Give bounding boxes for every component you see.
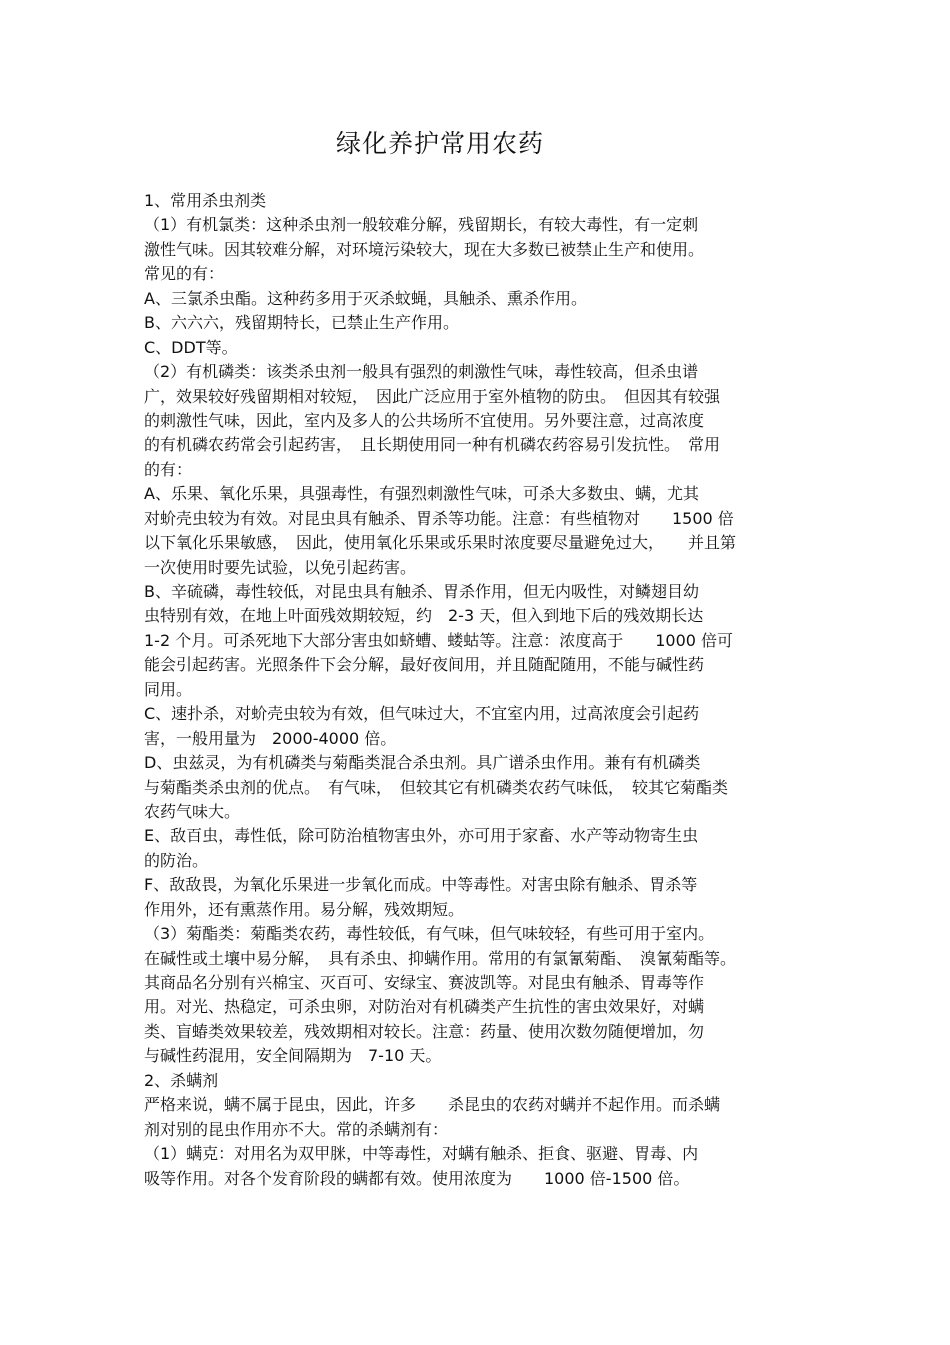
text-line: 激性气味。因其较难分解，对环境污染较大，现在大多数已被禁止生产和使用。 xyxy=(144,239,705,259)
text-line: 类、盲蝽类效果较差，残效期相对较长。注意：药量、使用次数勿随便增加，勿 xyxy=(144,1021,705,1041)
text-line: 常见的有： xyxy=(144,264,225,284)
text-line: （3）菊酯类：菊酯类农药，毒性较低，有气味，但气味较轻，有些可用于室内。 xyxy=(144,924,715,944)
document-body xyxy=(144,189,819,1191)
text-line: C、速扑杀，对蚧壳虫较为有效，但气味过大，不宜室内用，过高浓度会引起药 xyxy=(144,704,700,724)
text-line: 的防治。 xyxy=(144,850,209,870)
text-line: B、辛硫磷，毒性较低，对昆虫具有触杀、胃杀作用，但无内吸性，对鳞翅目幼 xyxy=(144,582,699,601)
text-line: 农药气味大。 xyxy=(144,801,241,821)
text-line: 的有： xyxy=(144,459,193,479)
text-line: 作用外，还有熏蒸作用。易分解，残效期短。 xyxy=(144,899,465,919)
text-line: 对蚧壳虫较为有效。对昆虫具有触杀、胃杀等功能。注意：有些植物对 1500 倍 xyxy=(144,508,734,528)
text-line: 能会引起药害。光照条件下会分解，最好夜间用，并且随配随用，不能与碱性药 xyxy=(144,655,705,675)
text-line: 2、杀螨剂 xyxy=(144,1070,219,1090)
text-line: 与碱性药混用，安全间隔期为 7-10 天。 xyxy=(144,1046,442,1066)
text-line: A、三氯杀虫酯。这种药多用于灭杀蚊蝇，具触杀、熏杀作用。 xyxy=(144,288,587,308)
text-line: D、虫兹灵，为有机磷类与菊酯类混合杀虫剂。具广谱杀虫作用。兼有有机磷类 xyxy=(144,753,701,773)
text-line: （1）螨克：对用名为双甲脒，中等毒性，对螨有触杀、拒食、驱避、胃毒、内 xyxy=(144,1144,699,1164)
text-line: A、乐果、氧化乐果，具强毒性，有强烈刺激性气味，可杀大多数虫、螨，尤其 xyxy=(144,484,699,504)
text-line: 虫特别有效，在地上叶面残效期较短，约 2-3 天，但入到地下后的残效期长达 xyxy=(144,606,704,626)
text-line: 严格来说，螨不属于昆虫，因此，许多 杀昆虫的农药对螨并不起作用。而杀螨 xyxy=(144,1095,721,1115)
text-line: 剂对别的昆虫作用亦不大。常的杀螨剂有： xyxy=(144,1119,449,1139)
text-line: 吸等作用。对各个发育阶段的螨都有效。使用浓度为 1000 倍-1500 倍。 xyxy=(144,1168,690,1188)
text-line: 其商品名分别有兴棉宝、灭百可、安绿宝、赛波凯等。对昆虫有触杀、胃毒等作 xyxy=(144,973,705,992)
text-line: B、六六六，残留期特长，已禁止生产作用。 xyxy=(144,313,459,333)
text-line: 一次使用时要先试验，以免引起药害。 xyxy=(144,557,417,577)
text-line: 广，效果较好残留期相对较短， 因此广泛应用于室外植物的防虫。 但因其有较强 xyxy=(144,386,721,406)
text-line: 以下氧化乐果敏感， 因此，使用氧化乐果或乐果时浓度要尽量避免过大， 并且第 xyxy=(144,533,737,553)
page-title: 绿化养护常用农药 xyxy=(335,129,544,158)
text-line: 用。对光、热稳定，可杀虫卵，对防治对有机磷类产生抗性的害虫效果好，对螨 xyxy=(144,997,705,1017)
text-line: 在碱性或土壤中易分解， 具有杀虫、抑螨作用。常用的有氯氰菊酯、 溴氰菊酯等。 xyxy=(144,948,737,968)
text-line: （1）有机氯类：这种杀虫剂一般较难分解，残留期长，有较大毒性，有一定刺 xyxy=(144,215,699,235)
text-line: C、DDT等。 xyxy=(144,337,238,357)
text-line: 同用。 xyxy=(144,679,193,699)
text-line: F、敌敌畏，为氧化乐果进一步氧化而成。中等毒性。对害虫除有触杀、胃杀等 xyxy=(144,875,698,895)
text-line: 与菊酯类杀虫剂的优点。 有气味， 但较其它有机磷类农药气味低， 较其它菊酯类 xyxy=(144,777,729,797)
text-line: 的有机磷农药常会引起药害， 且长期使用同一种有机磷农药容易引发抗性。 常用 xyxy=(144,435,721,455)
text-line: 1、常用杀虫剂类 xyxy=(144,191,267,210)
text-line: 害，一般用量为 2000-4000 倍。 xyxy=(144,728,397,748)
text-line: E、敌百虫，毒性低，除可防治植物害虫外，亦可用于家畜、水产等动物寄生虫 xyxy=(144,826,699,846)
text-line: （2）有机磷类：该类杀虫剂一般具有强烈的刺激性气味，毒性较高，但杀虫谱 xyxy=(144,362,699,382)
text-line: 的刺激性气味，因此，室内及多人的公共场所不宜使用。另外要注意，过高浓度 xyxy=(144,410,705,430)
text-line: 1-2 个月。可杀死地下大部分害虫如蛴螬、蝼蛄等。注意：浓度高于 1000 倍可 xyxy=(144,630,734,650)
